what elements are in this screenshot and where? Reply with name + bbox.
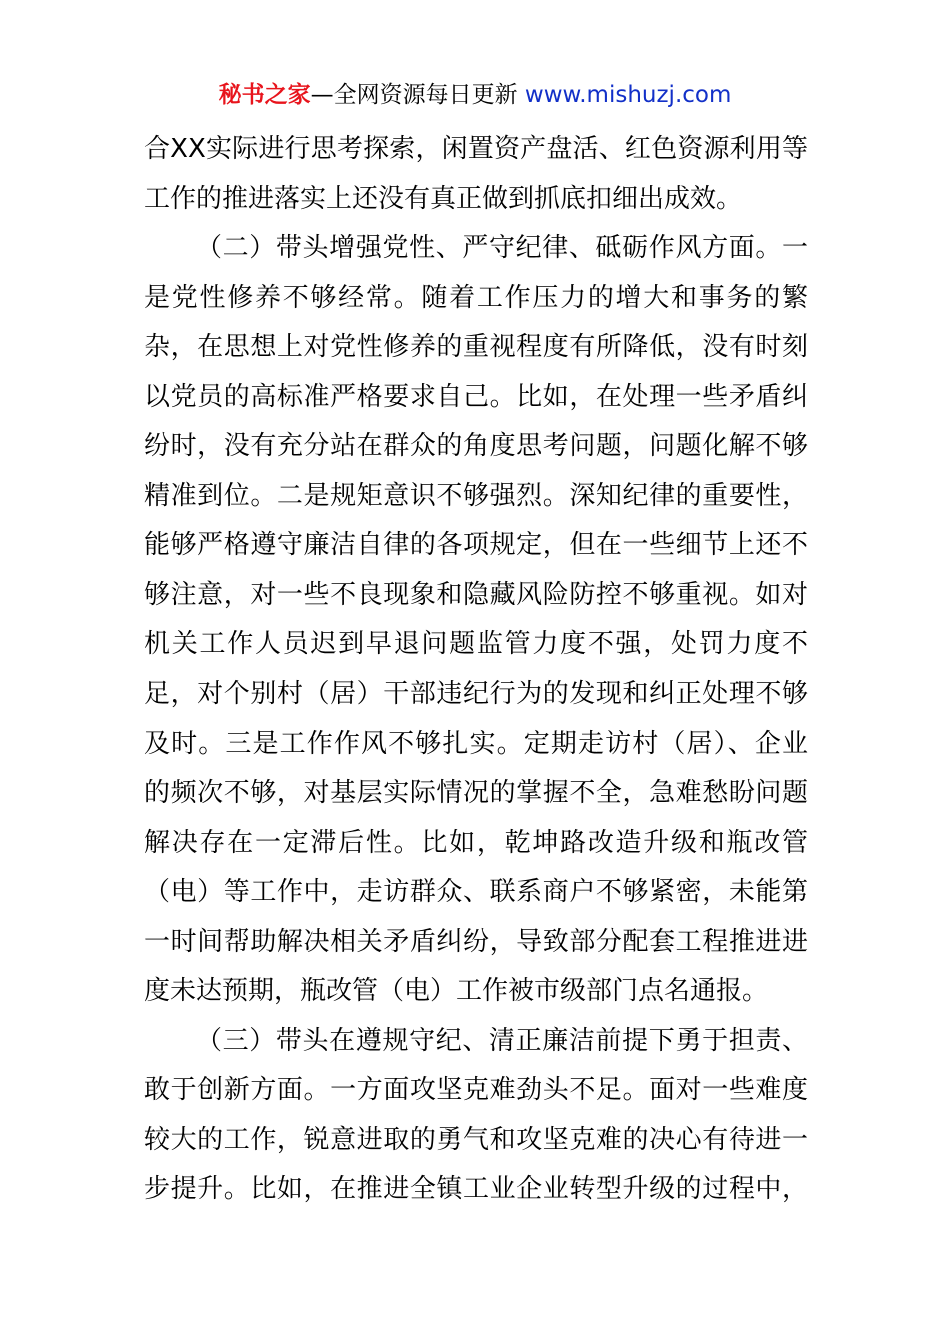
- text-line: 以党员的高标准严格要求自己。比如，在处理一些矛盾纠: [144, 381, 808, 412]
- document-body: [144, 125, 808, 1215]
- text-line: 合XX实际进行思考探索，闲置资产盘活、红色资源利用等: [144, 134, 808, 164]
- paragraph-start-line: （二）带头增强党性、严守纪律、砥砺作风方面。一: [196, 233, 808, 264]
- text-line: 敢于创新方面。一方面攻坚克难劲头不足。面对一些难度: [144, 1075, 808, 1106]
- text-line: 工作的推进落实上还没有真正做到抓底扣细出成效。: [144, 183, 743, 214]
- text-line: 解决存在一定滞后性。比如，乾坤路改造升级和瓶改管: [144, 827, 808, 858]
- text-line: 是党性修养不够经常。随着工作压力的增大和事务的繁: [144, 282, 808, 313]
- text-line: 步提升。比如，在推进全镇工业企业转型升级的过程中，: [144, 1174, 808, 1205]
- text-line: 机关工作人员迟到早退问题监管力度不强，处罚力度不: [144, 629, 808, 660]
- text-line: 度未达预期，瓶改管（电）工作被市级部门点名通报。: [144, 976, 769, 1007]
- text-line: （电）等工作中，走访群众、联系商户不够紧密，未能第: [144, 877, 808, 908]
- text-line: 精准到位。二是规矩意识不够强烈。深知纪律的重要性，: [144, 480, 808, 511]
- text-line: 较大的工作，锐意进取的勇气和攻坚克难的决心有待进一: [144, 1124, 808, 1155]
- text-line: 够注意，对一些不良现象和隐藏风险防控不够重视。如对: [144, 579, 808, 610]
- paragraph-start-line: （三）带头在遵规守纪、清正廉洁前提下勇于担责、: [196, 1025, 808, 1056]
- text-line: 的频次不够，对基层实际情况的掌握不全，急难愁盼问题: [144, 778, 808, 809]
- header-tagline: —全网资源每日更新: [310, 82, 518, 108]
- text-line: 杂，在思想上对党性修养的重视程度有所降低，没有时刻: [144, 332, 808, 363]
- text-line: 纷时，没有充分站在群众的角度思考问题，问题化解不够: [144, 431, 808, 462]
- text-line: 一时间帮助解决相关矛盾纠纷，导致部分配套工程推进进: [144, 926, 808, 957]
- page-header: [0, 78, 950, 112]
- brand-name: 秘书之家: [218, 82, 311, 108]
- text-line: 足，对个别村（居）干部违纪行为的发现和纠正处理不够: [144, 679, 808, 710]
- text-line: 能够严格遵守廉洁自律的各项规定，但在一些细节上还不: [144, 530, 808, 561]
- text-line: 及时。三是工作作风不够扎实。定期走访村（居）、企业: [144, 728, 808, 759]
- site-url[interactable]: www.mishuzj.com: [524, 82, 732, 108]
